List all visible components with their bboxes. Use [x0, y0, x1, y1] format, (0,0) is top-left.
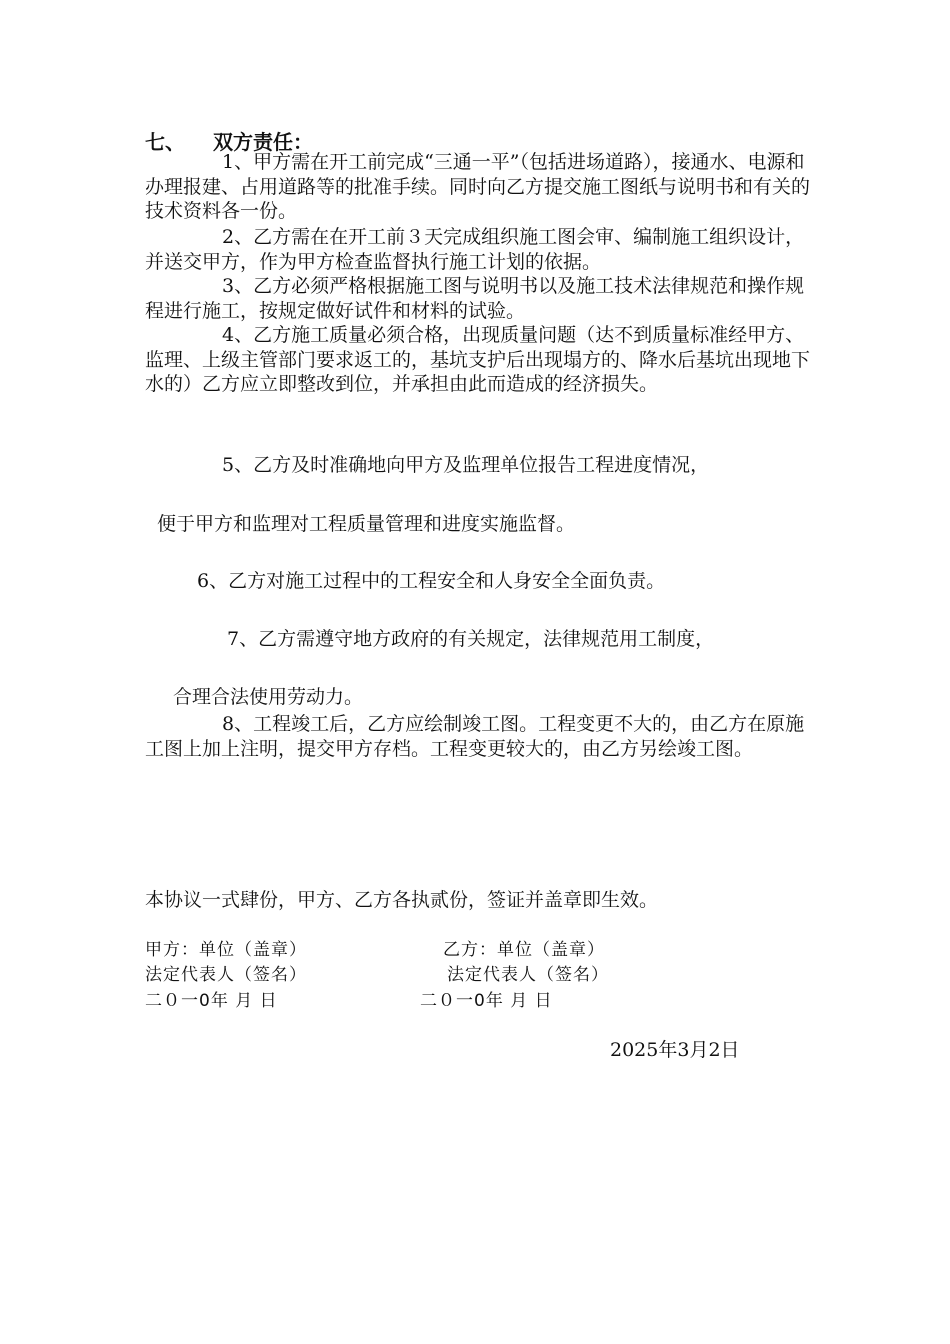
- clause-1: 1、甲方需在开工前完成“三通一平”（包括进场道路），接通水、电源和办理报建、占用道路等的批准手续。同时向乙方提交施工图纸与说明书和有关的技术资料各一份。: [145, 151, 811, 222]
- clause-5-line-1: 5、乙方及时准确地向甲方及监理单位报告工程进度情况，: [222, 454, 710, 476]
- clause-8: 8、工程竣工后，乙方应绘制竣工图。工程变更不大的，由乙方在原施工图上加上注明，提交甲方存档。工程变更较大的，由乙方另绘竣工图。: [145, 713, 805, 760]
- section-title: 双方责任：: [213, 130, 313, 154]
- party-a-date: 二０一0年 月 日: [145, 991, 278, 1011]
- clause-7-line-2: 合理合法使用劳动力。: [173, 686, 364, 708]
- party-b-unit: 乙方：单位（盖章）: [443, 940, 605, 960]
- clause-5-line-2: 便于甲方和监理对工程质量管理和进度实施监督。: [157, 513, 576, 535]
- agreement-text: 本协议一式肆份，甲方、乙方各执贰份，签证并盖章即生效。: [145, 889, 659, 911]
- party-b-representative: 法定代表人（签名）: [447, 965, 609, 985]
- footer-date: 2025年3月2日: [610, 1039, 740, 1061]
- clause-2: 2、乙方需在在开工前３天完成组织施工图会审、编制施工组织设计，并送交甲方，作为甲方检查监督执行施工计划的依据。: [145, 226, 805, 273]
- section-number: 七、: [145, 130, 185, 154]
- party-a-unit: 甲方：单位（盖章）: [145, 940, 307, 960]
- clause-7-line-1: 7、乙方需遵守地方政府的有关规定，法律规范用工制度，: [227, 628, 715, 650]
- clause-6: 6、乙方对施工过程中的工程安全和人身安全全面负责。: [197, 570, 666, 592]
- party-a-representative: 法定代表人（签名）: [145, 965, 307, 985]
- clause-4: 4、乙方施工质量必须合格，出现质量问题（达不到质量标准经甲方、监理、上级主管部门要求返工的，基坑支护后出现塌方的、降水后基坑出现地下水的）乙方应立即整改到位，并承担由此而造成的经济损失。: [145, 324, 811, 395]
- clause-3: 3、乙方必须严格根据施工图与说明书以及施工技术法律规范和操作规程进行施工，按规定做好试件和材料的试验。: [145, 275, 805, 322]
- party-b-date: 二０一0年 月 日: [420, 991, 553, 1011]
